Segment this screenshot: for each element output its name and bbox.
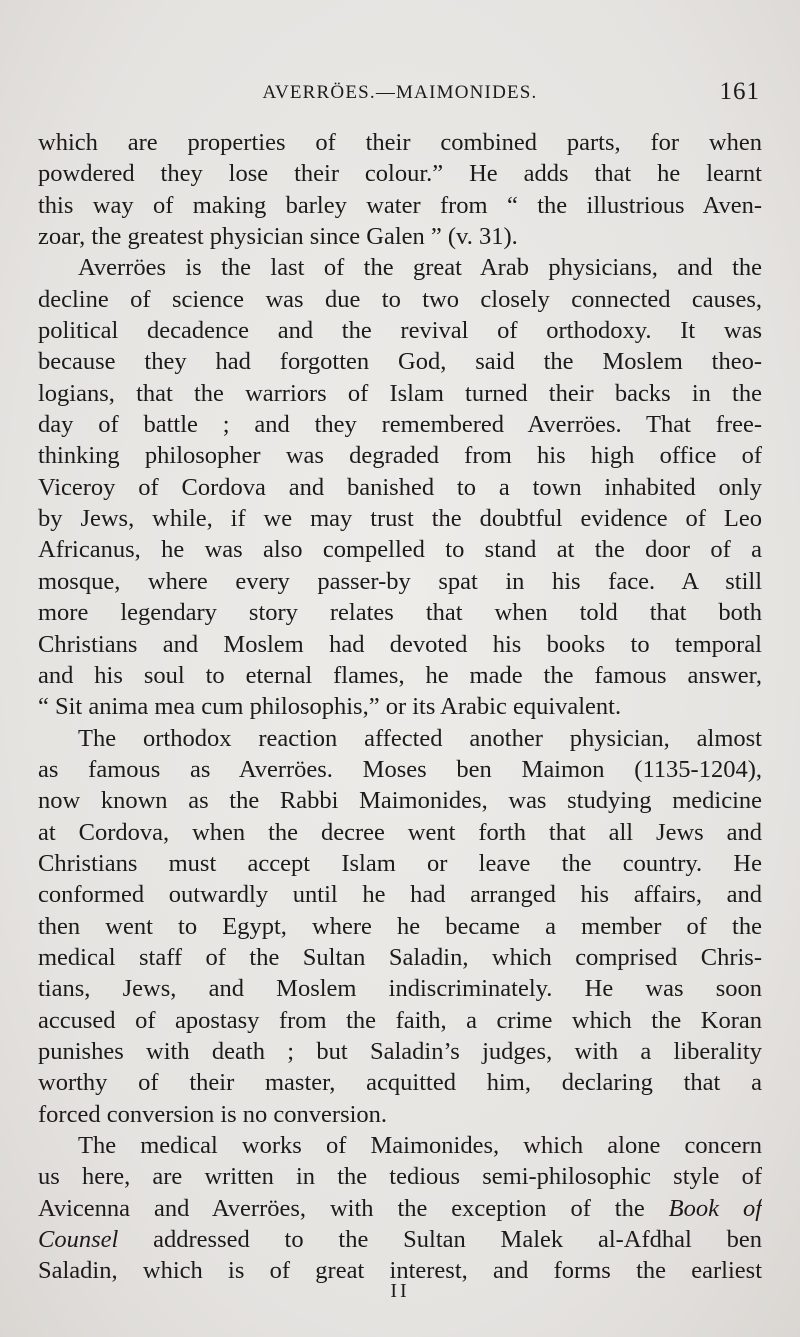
text-line: Averröes is the last of the great Arab physicians, and the: [78, 254, 762, 282]
text-line: punishes with death ; but Saladin’s judges, with a liberality: [38, 1037, 762, 1065]
text-line: forced conversion is no conversion.: [38, 1100, 388, 1128]
text-line: [38, 1193, 762, 1224]
text-line: “ Sit anima mea cum philosophis,” or its Arabic equivalent.: [38, 693, 622, 721]
running-head: [40, 78, 760, 108]
text-line: thinking philosopher was degraded from his high office of: [38, 442, 762, 470]
text-line: Africanus, he was also compelled to stand at the door of a: [38, 536, 762, 564]
text-line: then went to Egypt, where he became a member of the: [38, 912, 762, 940]
text-line: worthy of their master, acquitted him, declaring that a: [38, 1069, 762, 1097]
text-line: logians, that the warriors of Islam turned their backs in the: [38, 379, 762, 407]
text-line: Christians and Moslem had devoted his books to temporal: [38, 630, 762, 658]
text-line: Saladin, which is of great interest, and forms the earliest: [38, 1257, 762, 1285]
text-line: mosque, where every passer-by spat in his face. A still: [38, 567, 762, 595]
text-line: and his soul to eternal flames, he made the famous answer,: [38, 661, 762, 689]
book-title-italic: Book of: [668, 1194, 762, 1222]
text-line: more legendary story relates that when told that both: [38, 599, 762, 627]
book-title-italic: Counsel: [38, 1226, 119, 1254]
text-line: because they had forgotten God, said the Moslem theo-: [38, 348, 762, 376]
text-line: as famous as Averröes. Moses ben Maimon (1135-1204),: [38, 755, 762, 783]
text-line: powdered they lose their colour.” He adds that he learnt: [38, 160, 762, 188]
text-line: zoar, the greatest physician since Galen ” (v. 31).: [38, 223, 518, 251]
signature-mark: II: [390, 1280, 410, 1302]
text-line: The medical works of Maimonides, which alone concern: [78, 1132, 762, 1159]
text-segment: addressed to the Sultan Malek al-Afdhal ben: [153, 1226, 762, 1254]
text-line: at Cordova, when the decree went forth that all Jews and: [38, 818, 762, 846]
text-line: Christians must accept Islam or leave the country. He: [38, 849, 762, 877]
text-line: which are properties of their combined parts, for when: [38, 129, 762, 156]
text-line: by Jews, while, if we may trust the doubtful evidence of Leo: [38, 505, 762, 533]
page-number: 161: [719, 78, 760, 105]
text-line: medical staff of the Sultan Saladin, which comprised Chris-: [38, 943, 762, 971]
text-line: [38, 1224, 762, 1255]
text-line: conformed outwardly until he had arranged his affairs, and: [38, 881, 762, 909]
text-line: decline of science was due to two closely connected causes,: [38, 285, 762, 313]
text-line: tians, Jews, and Moslem indiscriminately. He was soon: [38, 975, 762, 1003]
text-line: us here, are written in the tedious semi-philosophic style of: [38, 1163, 762, 1191]
running-title: AVERRÖES.—MAIMONIDES.: [262, 82, 538, 103]
text-line: this way of making barley water from “ the illustrious Aven-: [38, 191, 762, 219]
body-text: [38, 127, 762, 1287]
text-segment: Avicenna and Averröes, with the exception of the: [38, 1194, 645, 1222]
text-line: Viceroy of Cordova and banished to a town inhabited only: [38, 473, 762, 501]
text-line: political decadence and the revival of orthodoxy. It was: [38, 317, 762, 345]
text-line: accused of apostasy from the faith, a crime which the Koran: [38, 1006, 762, 1034]
text-line: day of battle ; and they remembered Averröes. That free-: [38, 411, 762, 439]
text-line: now known as the Rabbi Maimonides, was studying medicine: [38, 787, 762, 815]
text-line: The orthodox reaction affected another physician, almost: [78, 724, 762, 752]
